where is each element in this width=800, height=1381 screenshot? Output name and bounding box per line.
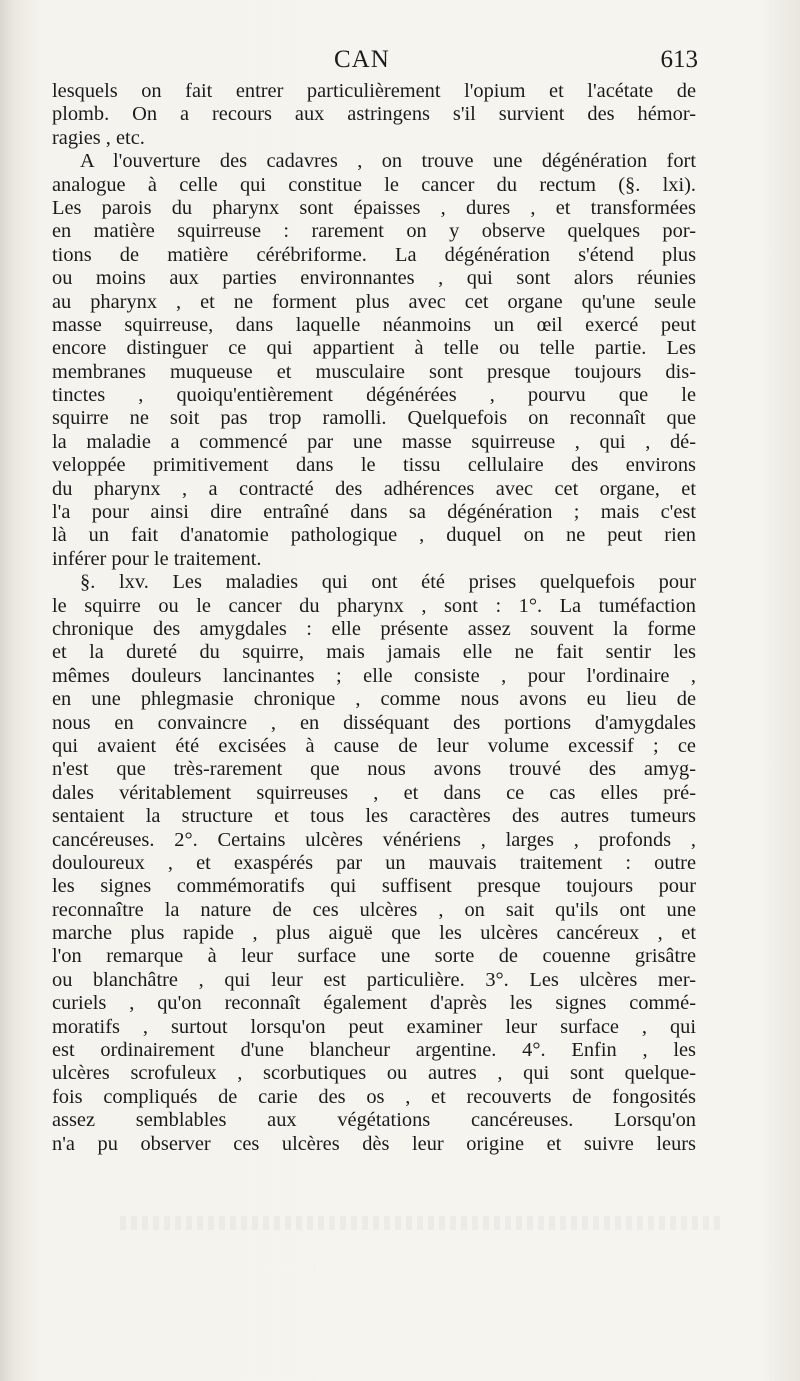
show-through-bleed	[120, 1216, 720, 1230]
text-line: moratifs , surtout lorsqu'on peut examiner leur surface , qui	[52, 1015, 696, 1038]
text-line: marche plus rapide , plus aiguë que les ulcères cancéreux , et	[52, 922, 696, 945]
text-line: l'on remarque à leur surface une sorte de couenne grisâtre	[52, 945, 696, 968]
text-line: analogue à celle qui constitue le cancer du rectum (§. lxi).	[52, 173, 696, 196]
page-number: 613	[660, 46, 698, 73]
text-line: reconnaître la nature de ces ulcères , on sait qu'ils ont une	[52, 898, 696, 921]
text-line: en une phlegmasie chronique , comme nous avons eu lieu de	[52, 688, 696, 711]
text-line: curiels , qu'on reconnaît également d'après les signes commé-	[52, 992, 696, 1015]
text-line: la maladie a commencé par une masse squirreuse , qui , dé-	[52, 430, 696, 453]
text-line: n'a pu observer ces ulcères dès leur origine et suivre leurs	[52, 1132, 696, 1155]
text-line: veloppée primitivement dans le tissu cellulaire des environs	[52, 454, 696, 477]
text-line: §. lxv. Les maladies qui ont été prises quelquefois pour	[80, 571, 696, 594]
text-line: A l'ouverture des cadavres , on trouve une dégénération fort	[80, 150, 696, 173]
text-line: ulcères scrofuleux , scorbutiques ou autres , qui sont quelque-	[52, 1062, 696, 1085]
text-line: nous en convaincre , en disséquant des portions d'amygdales	[52, 711, 696, 734]
text-line: masse squirreuse, dans laquelle néanmoins un œil exercé peut	[52, 313, 696, 336]
text-line: qui avaient été excisées à cause de leur volume excessif ; ce	[52, 734, 696, 757]
text-line: le squirre ou le cancer du pharynx , sont : 1°. La tuméfaction	[52, 594, 696, 617]
text-line: assez semblables aux végétations cancéreuses. Lorsqu'on	[52, 1109, 696, 1132]
body-text	[52, 80, 696, 1156]
text-line: cancéreuses. 2°. Certains ulcères vénériens , larges , profonds ,	[52, 828, 696, 851]
text-line: n'est que très-rarement que nous avons trouvé des amyg-	[52, 758, 696, 781]
text-line: ragies , etc.	[52, 126, 145, 149]
text-line: ou moins aux parties environnantes , qui sont alors réunies	[52, 267, 696, 290]
text-line: sentaient la structure et tous les caractères des autres tumeurs	[52, 805, 696, 828]
text-line: au pharynx , et ne forment plus avec cet organe qu'une seule	[52, 290, 696, 313]
text-line: dales véritablement squirreuses , et dans ce cas elles pré-	[52, 781, 696, 804]
text-line: les signes commémoratifs qui suffisent presque toujours pour	[52, 875, 696, 898]
running-head: CAN	[334, 46, 390, 73]
text-line: chronique des amygdales : elle présente assez souvent la forme	[52, 617, 696, 640]
text-line: est ordinairement d'une blancheur argentine. 4°. Enfin , les	[52, 1039, 696, 1062]
text-line: fois compliqués de carie des os , et recouverts de fongosités	[52, 1085, 696, 1108]
text-line: du pharynx , a contracté des adhérences avec cet organe, et	[52, 477, 696, 500]
text-line: l'a pour ainsi dire entraîné dans sa dégénération ; mais c'est	[52, 501, 696, 524]
text-line: membranes muqueuse et musculaire sont presque toujours dis-	[52, 360, 696, 383]
text-line: en matière squirreuse : rarement on y observe quelques por-	[52, 220, 696, 243]
text-line: lesquels on fait entrer particulièrement l'opium et l'acétate de	[52, 80, 696, 102]
text-line: mêmes douleurs lancinantes ; elle consiste , pour l'ordinaire ,	[52, 664, 696, 687]
page-header	[52, 46, 696, 80]
text-line: inférer pour le traitement.	[52, 547, 262, 570]
text-line: ou blanchâtre , qui leur est particulière. 3°. Les ulcères mer-	[52, 968, 696, 991]
text-line: tions de matière cérébriforme. La dégénération s'étend plus	[52, 243, 696, 266]
text-line: et la dureté du squirre, mais jamais elle ne fait sentir les	[52, 641, 696, 664]
text-line: tinctes , quoiqu'entièrement dégénérées , pourvu que le	[52, 384, 696, 407]
text-line: squirre ne soit pas trop ramolli. Quelquefois on reconnaît que	[52, 407, 696, 430]
text-line: là un fait d'anatomie pathologique , duquel on ne peut rien	[52, 524, 696, 547]
text-line: Les parois du pharynx sont épaisses , dures , et transformées	[52, 196, 696, 219]
text-line: encore distinguer ce qui appartient à telle ou telle partie. Les	[52, 337, 696, 360]
text-line: plomb. On a recours aux astringens s'il survient des hémor-	[52, 103, 696, 126]
text-line: douloureux , et exaspérés par un mauvais traitement : outre	[52, 851, 696, 874]
